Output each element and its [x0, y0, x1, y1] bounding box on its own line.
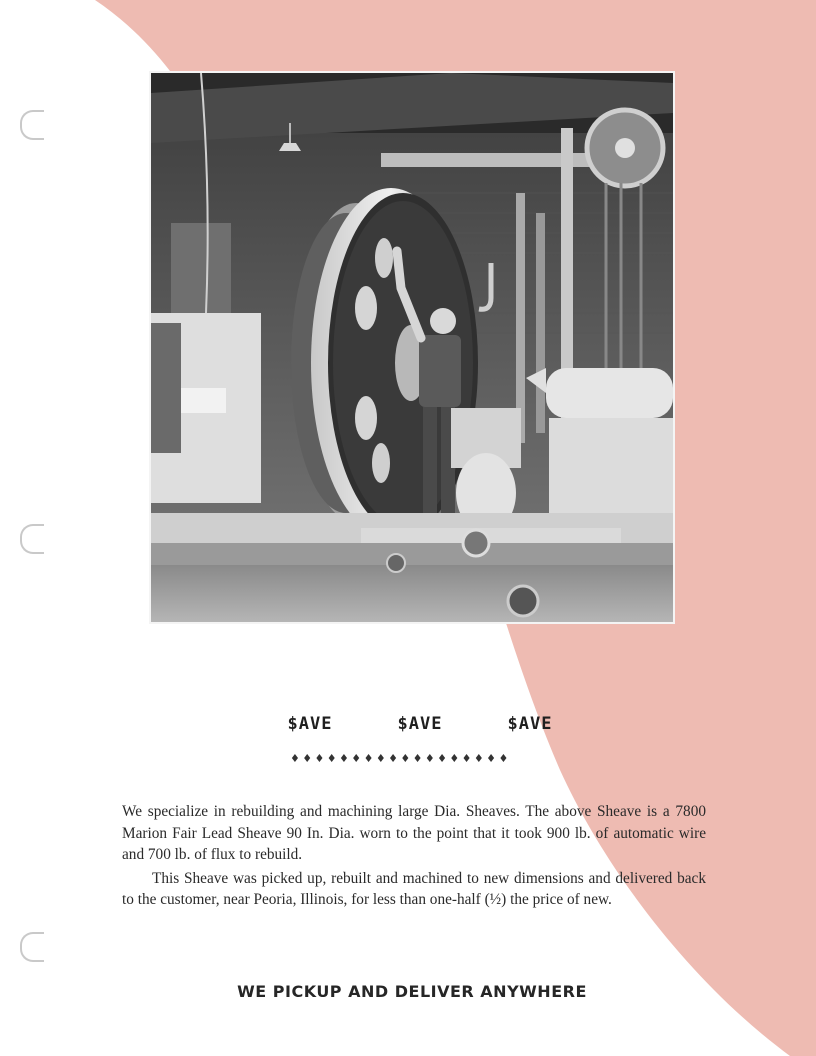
save-word-3: $AVE — [507, 714, 553, 734]
pickup-deliver-tagline: WE PICKUP AND DELIVER ANYWHERE — [237, 982, 587, 1001]
punch-hole-bottom — [20, 932, 44, 962]
description-text — [122, 801, 706, 911]
punch-hole-middle — [20, 524, 44, 554]
diamond-divider: ♦♦♦♦♦♦♦♦♦♦♦♦♦♦♦♦♦♦ — [290, 752, 511, 765]
sheave-lathe-photo — [149, 71, 675, 624]
save-slogan-row — [270, 714, 570, 734]
machine-shop-photo-icon — [151, 73, 673, 622]
paragraph-specialize: We specialize in rebuilding and machining large Dia. Sheaves. The above Sheave is a 7800 Marion Fair Lead Sheave 90 In. Dia. worn to the point that it took 900 lb. of automatic wire and 700 lb. of flux to rebuild. — [122, 803, 706, 863]
punch-hole-top — [20, 110, 44, 140]
save-word-2: $AVE — [397, 714, 443, 734]
save-word-1: $AVE — [287, 714, 333, 734]
paragraph-delivery: This Sheave was picked up, rebuilt and machined to new dimensions and delivered back to the customer, near Peoria, Illinois, for less than one-half (½) the price of new. — [122, 869, 706, 908]
